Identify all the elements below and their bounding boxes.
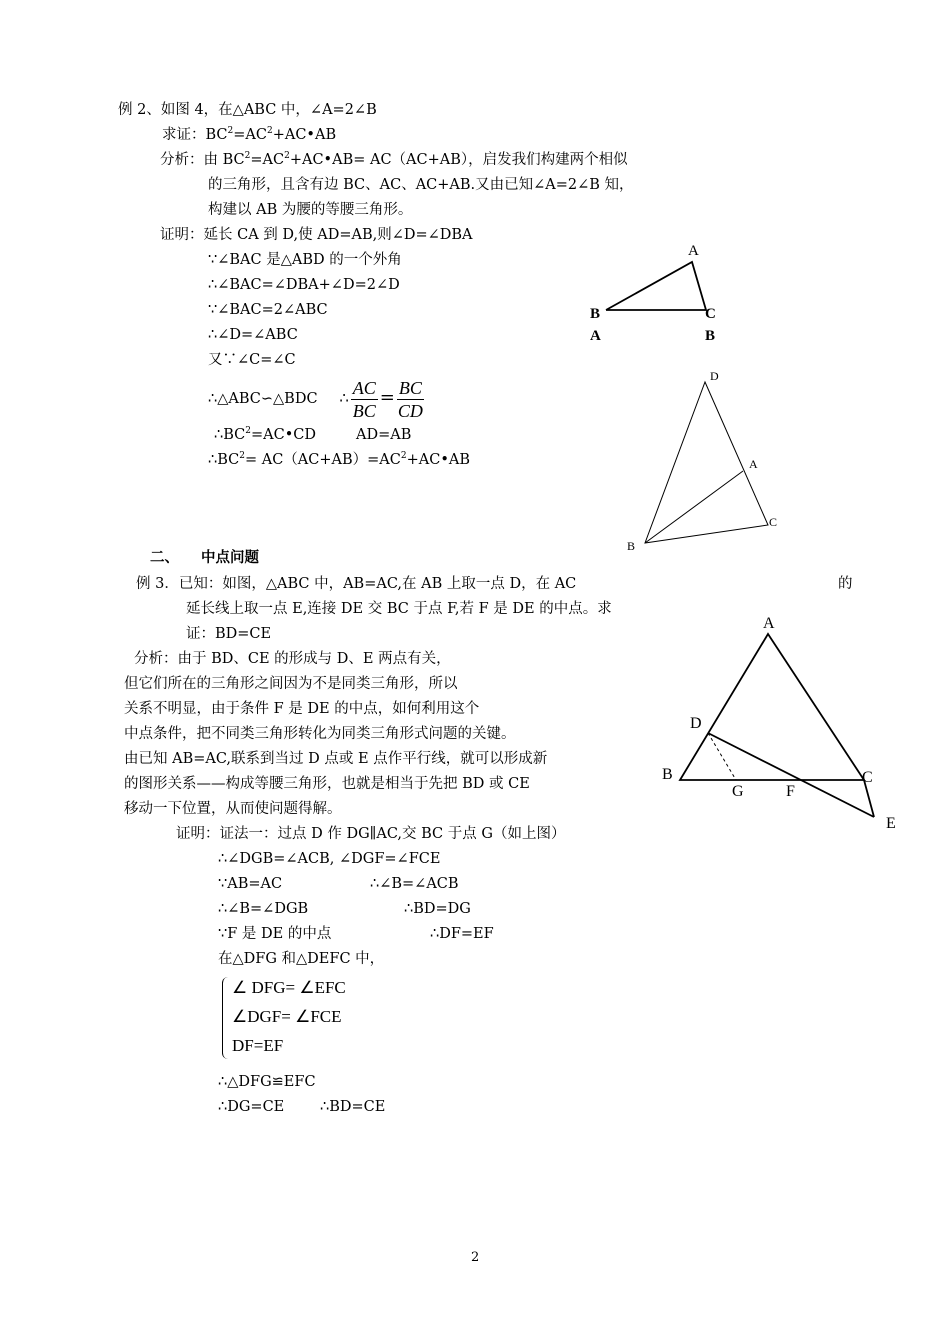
system-row-1: ∠ DFG= ∠EFC <box>232 978 346 997</box>
example3-analysis-6: 的图形关系——构成等腰三角形，也就是相当于先把 BD 或 CE <box>124 776 530 792</box>
example2-title: 例 2、如图 4，在△ABC 中，∠A=2∠B <box>118 102 377 118</box>
label-c: C <box>862 769 873 786</box>
example3-proof-6: 在△DFG 和△DEFC 中， <box>218 951 385 967</box>
label-a: A <box>688 243 699 259</box>
label-c: C <box>769 515 778 529</box>
example3-line2: 延长线上取一点 E,连接 DE 交 BC 于点 F,若 F 是 DE 的中点。求 <box>186 601 612 617</box>
example3-proof-8b: ∴BD=CE <box>320 1099 386 1115</box>
example2-proof-line9: $\therefore BC^2=$ $AC(AC+AB)=AC^2+AC•AB$ <box>208 451 471 468</box>
example3-proof-5a: ∵F 是 DE 的中点 <box>218 926 332 942</box>
example3-proof-2: ∴∠DGB=∠ACB, ∠DGF=∠FCE <box>218 851 441 867</box>
example2-proof-line1: 证明：延长 CA 到 D,使 AD=AB,则∠D=∠DBA <box>160 227 473 243</box>
example3-analysis-1: 分析：由于 BD、CE 的形成与 D、E 两点有关， <box>134 651 451 667</box>
example2-analysis-line3: 构建以 AB 为腰的等腰三角形。 <box>208 202 413 218</box>
example3-analysis-7: 移动一下位置，从而使问题得解。 <box>124 801 342 817</box>
label-e: E <box>886 815 896 832</box>
example3-proof-4a: ∴∠B=∠DGB <box>218 901 309 917</box>
label-f: F <box>786 783 795 800</box>
label-b: B <box>590 306 601 322</box>
label-b: B <box>662 766 673 783</box>
example2-analysis-line2: 的三角形，且含有边 BC、AC、AC+AB.又由已知∠A=2∠B 知， <box>208 177 634 193</box>
example2-prove: 求证：$BC^2=AC^2+AC•AB$ <box>162 126 337 143</box>
example3-proof-8a: ∴DG=CE <box>218 1099 285 1115</box>
example3-line3: 证：BD=CE <box>186 626 272 642</box>
example3-analysis-4: 中点条件，把不同类三角形转化为同类三角形式问题的关键。 <box>124 726 516 742</box>
example2-proof-line4: ∵∠BAC=2∠ABC <box>208 302 328 318</box>
label-b: B <box>627 539 636 553</box>
label-a: A <box>749 457 758 471</box>
page-number: 2 <box>471 1250 480 1265</box>
example2-proof-line3: ∴∠BAC=∠DBA+∠D=2∠D <box>208 277 400 293</box>
label-d: D <box>690 715 702 732</box>
example3-proof-1: 证明：证法一：过点 D 作 DG∥AC,交 BC 于点 G（如上图） <box>176 826 566 842</box>
label-d: D <box>710 369 719 383</box>
section-heading: 二、 中点问题 <box>150 549 259 566</box>
fraction-bc-cd: $\frac{BC}{CD}$ <box>397 377 423 421</box>
example2-proof-line8: $\therefore BC^2=AC•CD$ AD=AB <box>214 426 412 443</box>
example3-proof-7: ∴△DFG≌EFC <box>218 1074 316 1090</box>
example3-proof-3b: ∴∠B=∠ACB <box>370 876 459 892</box>
system-row-3: DF=EF <box>232 1036 284 1055</box>
label-a: A <box>763 615 775 632</box>
label-b-overlap: A <box>590 328 601 344</box>
example3-proof-3a: ∵AB=AC <box>218 876 283 892</box>
example3-analysis-2: 但它们所在的三角形之间因为不是同类三角形，所以 <box>124 676 458 692</box>
example3-line1: 例 3．已知：如图，△ABC 中，AB=AC,在 AB 上取一点 D，在 AC <box>136 576 577 592</box>
example3-analysis-3: 关系不明显，由于条件 F 是 DE 的中点，如何利用这个 <box>124 701 480 717</box>
example2-proof-line6: 又∵∠C=∠C <box>208 352 296 368</box>
example3-analysis-5: 由已知 AB=AC,联系到当过 D 点或 E 点作平行线，就可以形成新 <box>124 751 548 767</box>
example3-line1-tail: 的 <box>838 576 853 592</box>
example2-analysis-line1: 分析：由 $BC^2=AC^2+AC•AB= AC(AC+AB)$，启发我们构建两个相似 <box>160 151 628 168</box>
example2-proof-line5: ∴∠D=∠ABC <box>208 327 298 343</box>
label-c-overlap: B <box>705 328 716 344</box>
fraction-ac-bc: $\frac{AC}{BC}$ <box>352 377 376 421</box>
example3-proof-5b: ∴DF=EF <box>430 926 494 942</box>
label-g: G <box>732 783 744 800</box>
system-row-2: ∠DGF= ∠FCE <box>232 1007 342 1026</box>
label-c: C <box>705 306 716 322</box>
example2-proof-line7: ∴△ABC∽△BDC ∴ $\frac{AC}{BC}$ = $\frac{BC}{CD}$ <box>208 377 423 421</box>
example2-proof-line2: ∵∠BAC 是△ABD 的一个外角 <box>208 252 402 268</box>
example3-proof-4b: ∴BD=DG <box>404 901 471 917</box>
